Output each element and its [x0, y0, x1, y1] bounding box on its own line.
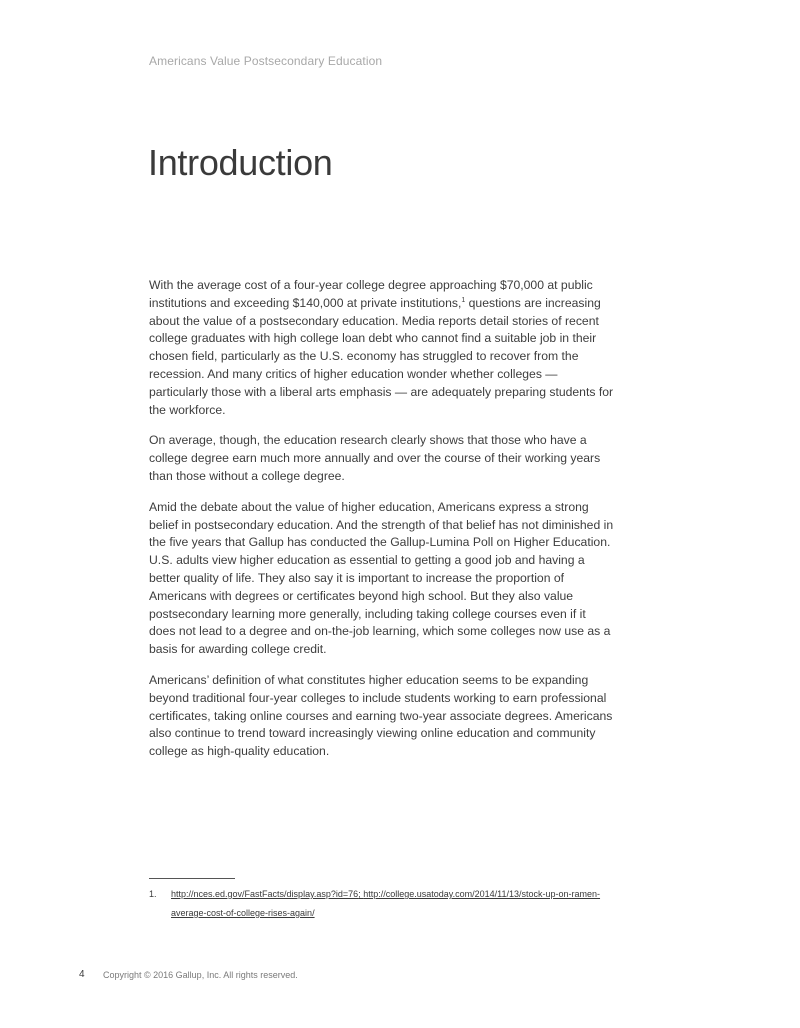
paragraph-3: Amid the debate about the value of higher education, Americans express a strong belief in postsecondary education. And the strength of that belief has not diminished in the five years that Gallup has conducted the Gallup-Lumina Poll on Higher Education. U.S. adults view higher education as essential to getting a good job and having a better quality of life. They also say it is important to increase the proportion of Americans with degrees or certificates beyond high school. But they also value postsecondary learning more generally, including taking college courses even if it does not lead to a degree and on-the-job learning, which some colleges now use as a basis for awarding college credit. — [149, 499, 614, 657]
footnote-link-usatoday[interactable]: http://college.usatoday.com/2014/11/13/stock-up-on-ramen-average-cost-of-college-rises-again/ — [171, 889, 601, 918]
footnote-divider — [149, 878, 235, 879]
paragraph-1 — [149, 277, 614, 419]
running-header: Americans Value Postsecondary Education — [149, 54, 383, 68]
page-title: Introduction — [148, 142, 333, 183]
copyright-notice: Copyright © 2016 Gallup, Inc. All rights reserved. — [103, 970, 298, 980]
paragraph-4: Americans’ definition of what constitutes higher education seems to be expanding beyond traditional four-year colleges to include students working to earn professional certificates, taking online courses and earning two-year associate degrees. Americans also continue to trend toward increasingly viewing online education and community college as high-quality education. — [149, 672, 613, 759]
body-text — [149, 277, 614, 774]
footnote-links — [171, 885, 609, 923]
footnote-link-nces[interactable]: http://nces.ed.gov/FastFacts/display.asp?id=76 — [171, 889, 359, 899]
page-number: 4 — [79, 969, 85, 980]
footnote-link-separator: ; — [358, 889, 364, 899]
paragraph-1-text-a: With the average cost of a four-year college degree approaching $70,000 at public institutions and exceeding $140,000 at private institutions, — [149, 278, 593, 310]
footnote-number: 1. — [149, 889, 157, 899]
paragraph-2: On average, though, the education research clearly shows that those who have a college degree earn much more annually and over the course of their working years than those without a college degree. — [149, 433, 601, 483]
paragraph-1-text-b: questions are increasing about the value of a postsecondary education. Media reports detail stories of recent college graduates with high college loan debt who cannot find a suitable job in their chosen field, particularly as the U.S. economy has struggled to recover from the recession. And many critics of higher education wonder whether colleges — particularly those with a liberal arts emphasis — are adequately preparing students for the workforce. — [149, 295, 614, 417]
footnote-1 — [149, 885, 609, 923]
footnote-ref-1: 1 — [461, 296, 466, 304]
